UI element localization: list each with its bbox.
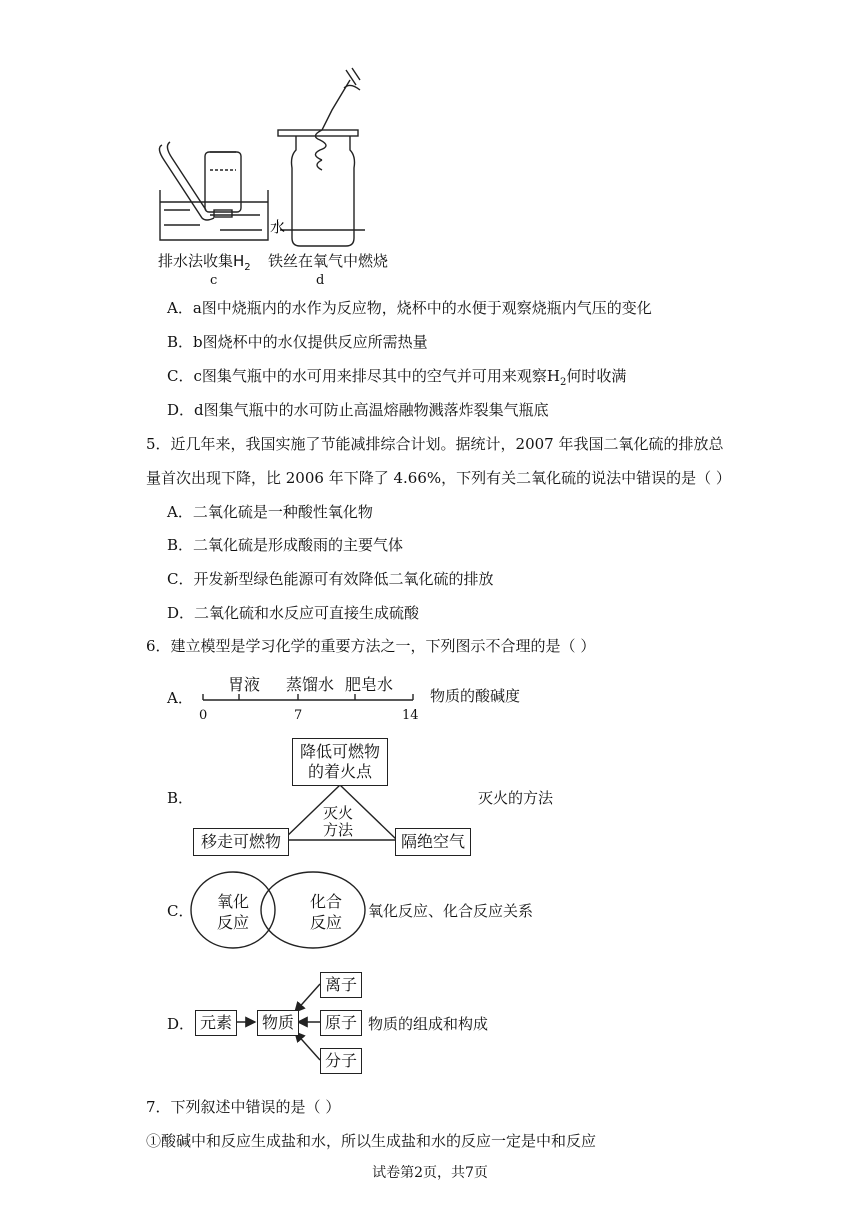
- q6-stem: 6．建立模型是学习化学的重要方法之一，下列图示不合理的是（ ）: [146, 637, 596, 655]
- q6-b-caption: 灭火的方法: [478, 789, 554, 807]
- venn-right-line1: 化合: [310, 892, 343, 911]
- atom-box: 原子: [320, 1010, 362, 1036]
- fire-right-box: 隔绝空气: [395, 828, 471, 856]
- q5-option-b: B．二氧化硫是形成酸雨的主要气体: [167, 536, 404, 554]
- ph-label-water: 蒸馏水: [286, 675, 335, 694]
- ph-tick-14: 14: [402, 708, 419, 723]
- q5-stem-line2: 量首次出现下降，比 2006 年下降了 4.66%，下列有关二氧化硫的说法中错误的是（ ）: [146, 469, 731, 487]
- page-footer: 试卷第2页，共7页: [372, 1165, 488, 1181]
- q4-option-c-tail: 何时收满: [566, 367, 627, 385]
- q4-option-a: A．a图中烧瓶内的水作为反应物，烧杯中的水便于观察烧瓶内气压的变化: [167, 299, 652, 317]
- fire-left-box: 移走可燃物: [193, 828, 289, 856]
- ph-scale-axis: [195, 692, 420, 712]
- q5-stem-line1: 5．近几年来，我国实施了节能减排综合计划。据统计，2007 年我国二氧化硫的排放总: [146, 435, 724, 453]
- venn-left-label: [217, 891, 249, 933]
- q5-option-c: C．开发新型绿色能源可有效降低二氧化硫的排放: [167, 570, 494, 588]
- caption-c-text: 排水法收集H: [158, 252, 245, 270]
- fire-top-line1: 降低可燃物: [299, 742, 380, 761]
- venn-right-label: [310, 891, 342, 933]
- q4-option-b: B．b图烧杯中的水仅提供反应所需热量: [167, 333, 428, 351]
- label-d: d: [316, 273, 325, 288]
- label-c: c: [210, 273, 218, 288]
- q5-option-a: A．二氧化硫是一种酸性氧化物: [167, 503, 373, 521]
- q7-item1: ①酸碱中和反应生成盐和水，所以生成盐和水的反应一定是中和反应: [146, 1132, 597, 1150]
- fire-center-label: [323, 805, 353, 839]
- molecule-box: 分子: [320, 1048, 362, 1074]
- q6-d-caption: 物质的组成和构成: [368, 1015, 489, 1033]
- ph-label-soap: 肥皂水: [345, 675, 394, 694]
- fire-center-line2: 方法: [323, 821, 354, 839]
- venn-left-line2: 反应: [217, 913, 250, 932]
- fire-top-box: [292, 738, 388, 786]
- caption-d: 铁丝在氧气中燃烧: [268, 252, 389, 270]
- q7-stem: 7．下列叙述中错误的是（ ）: [146, 1098, 341, 1116]
- q6-a-letter: A．: [167, 689, 193, 707]
- ion-box: 离子: [320, 972, 362, 998]
- q6-d-letter: D．: [167, 1015, 195, 1033]
- venn-right-line2: 反应: [310, 913, 343, 932]
- q5-option-d: D．二氧化硫和水反应可直接生成硫酸: [167, 604, 420, 622]
- q6-c-letter: C．: [167, 902, 194, 920]
- fire-center-line1: 灭火: [323, 804, 354, 822]
- q4-option-c-text: C．c图集气瓶中的水可用来排尽其中的空气并可用来观察H: [167, 367, 560, 385]
- caption-c: [158, 250, 251, 273]
- q4-option-d: D．d图集气瓶中的水可防止高温熔融物溅落炸裂集气瓶底: [167, 401, 549, 419]
- ph-tick-7: 7: [294, 708, 303, 723]
- q4-option-c-sub: 2: [559, 377, 567, 388]
- fire-top-line2: 的着火点: [307, 762, 372, 781]
- q6-b-letter: B．: [167, 789, 194, 807]
- q4-option-c: [167, 366, 626, 393]
- element-box: 元素: [195, 1010, 237, 1036]
- ph-tick-0: 0: [199, 708, 208, 723]
- water-label: 水: [270, 218, 286, 236]
- q6-a-caption: 物质的酸碱度: [430, 687, 521, 705]
- caption-c-sub: 2: [244, 262, 251, 273]
- ph-label-gastric: 胃液: [228, 675, 261, 694]
- substance-box: 物质: [257, 1010, 299, 1036]
- q6-c-caption: 氧化反应、化合反应关系: [368, 902, 534, 920]
- venn-left-line1: 氧化: [217, 892, 250, 911]
